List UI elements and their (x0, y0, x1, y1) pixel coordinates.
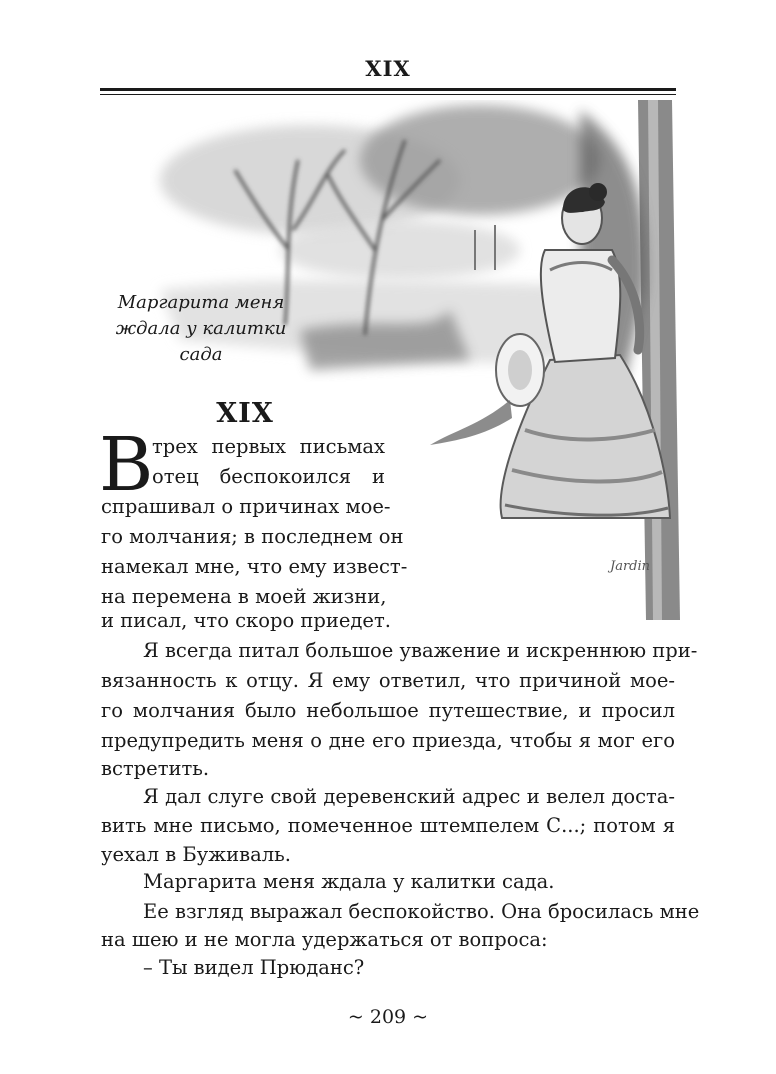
text-line: намекал мне, что ему извест- (101, 555, 408, 578)
running-head: XIX (365, 56, 411, 81)
illustration-caption (96, 290, 306, 368)
text-line: го молчания было небольшое путешествие, и просил (101, 699, 675, 722)
text-line: трех первых письмах (152, 435, 385, 458)
text-line: и писал, что скоро приедет. (101, 609, 391, 632)
drop-cap: В (99, 422, 154, 508)
chapter-title: XIX (216, 398, 274, 429)
text-line: встретить. (101, 757, 210, 780)
header-rule-thin (100, 94, 676, 95)
text-line: вить мне письмо, помеченное штемпелем С...; потом я (101, 814, 675, 837)
text-line: спрашивал о причинах мое- (101, 495, 391, 518)
caption-line: ждала у калитки сада (115, 318, 287, 365)
text-line: го молчания; в последнем он (101, 525, 404, 548)
text-line: отец беспокоился и (152, 465, 385, 488)
text-line: уехал в Буживаль. (101, 843, 291, 866)
illustration-signature: Jardin (610, 559, 651, 574)
text-line: Я дал слуге свой деревенский адрес и велел доста- (143, 785, 675, 808)
header-rule-thick (100, 88, 676, 91)
caption-line: Маргарита меня (117, 292, 285, 313)
text-line: на шею и не могла удержаться от вопроса: (101, 928, 548, 951)
text-line: Маргарита меня ждала у калитки сада. (143, 870, 555, 893)
page-number: ~ 209 ~ (347, 1006, 429, 1028)
text-line: на перемена в моей жизни, (101, 585, 387, 608)
text-line: Я всегда питал большое уважение и искреннюю при- (143, 639, 698, 662)
text-line: предупредить меня о дне его приезда, чтобы я мог его (101, 729, 675, 752)
text-line: вязанность к отцу. Я ему ответил, что причиной мое- (101, 669, 675, 692)
text-line: Ее взгляд выражал беспокойство. Она бросилась мне (143, 900, 700, 923)
text-line: – Ты видел Прюданс? (143, 956, 365, 979)
